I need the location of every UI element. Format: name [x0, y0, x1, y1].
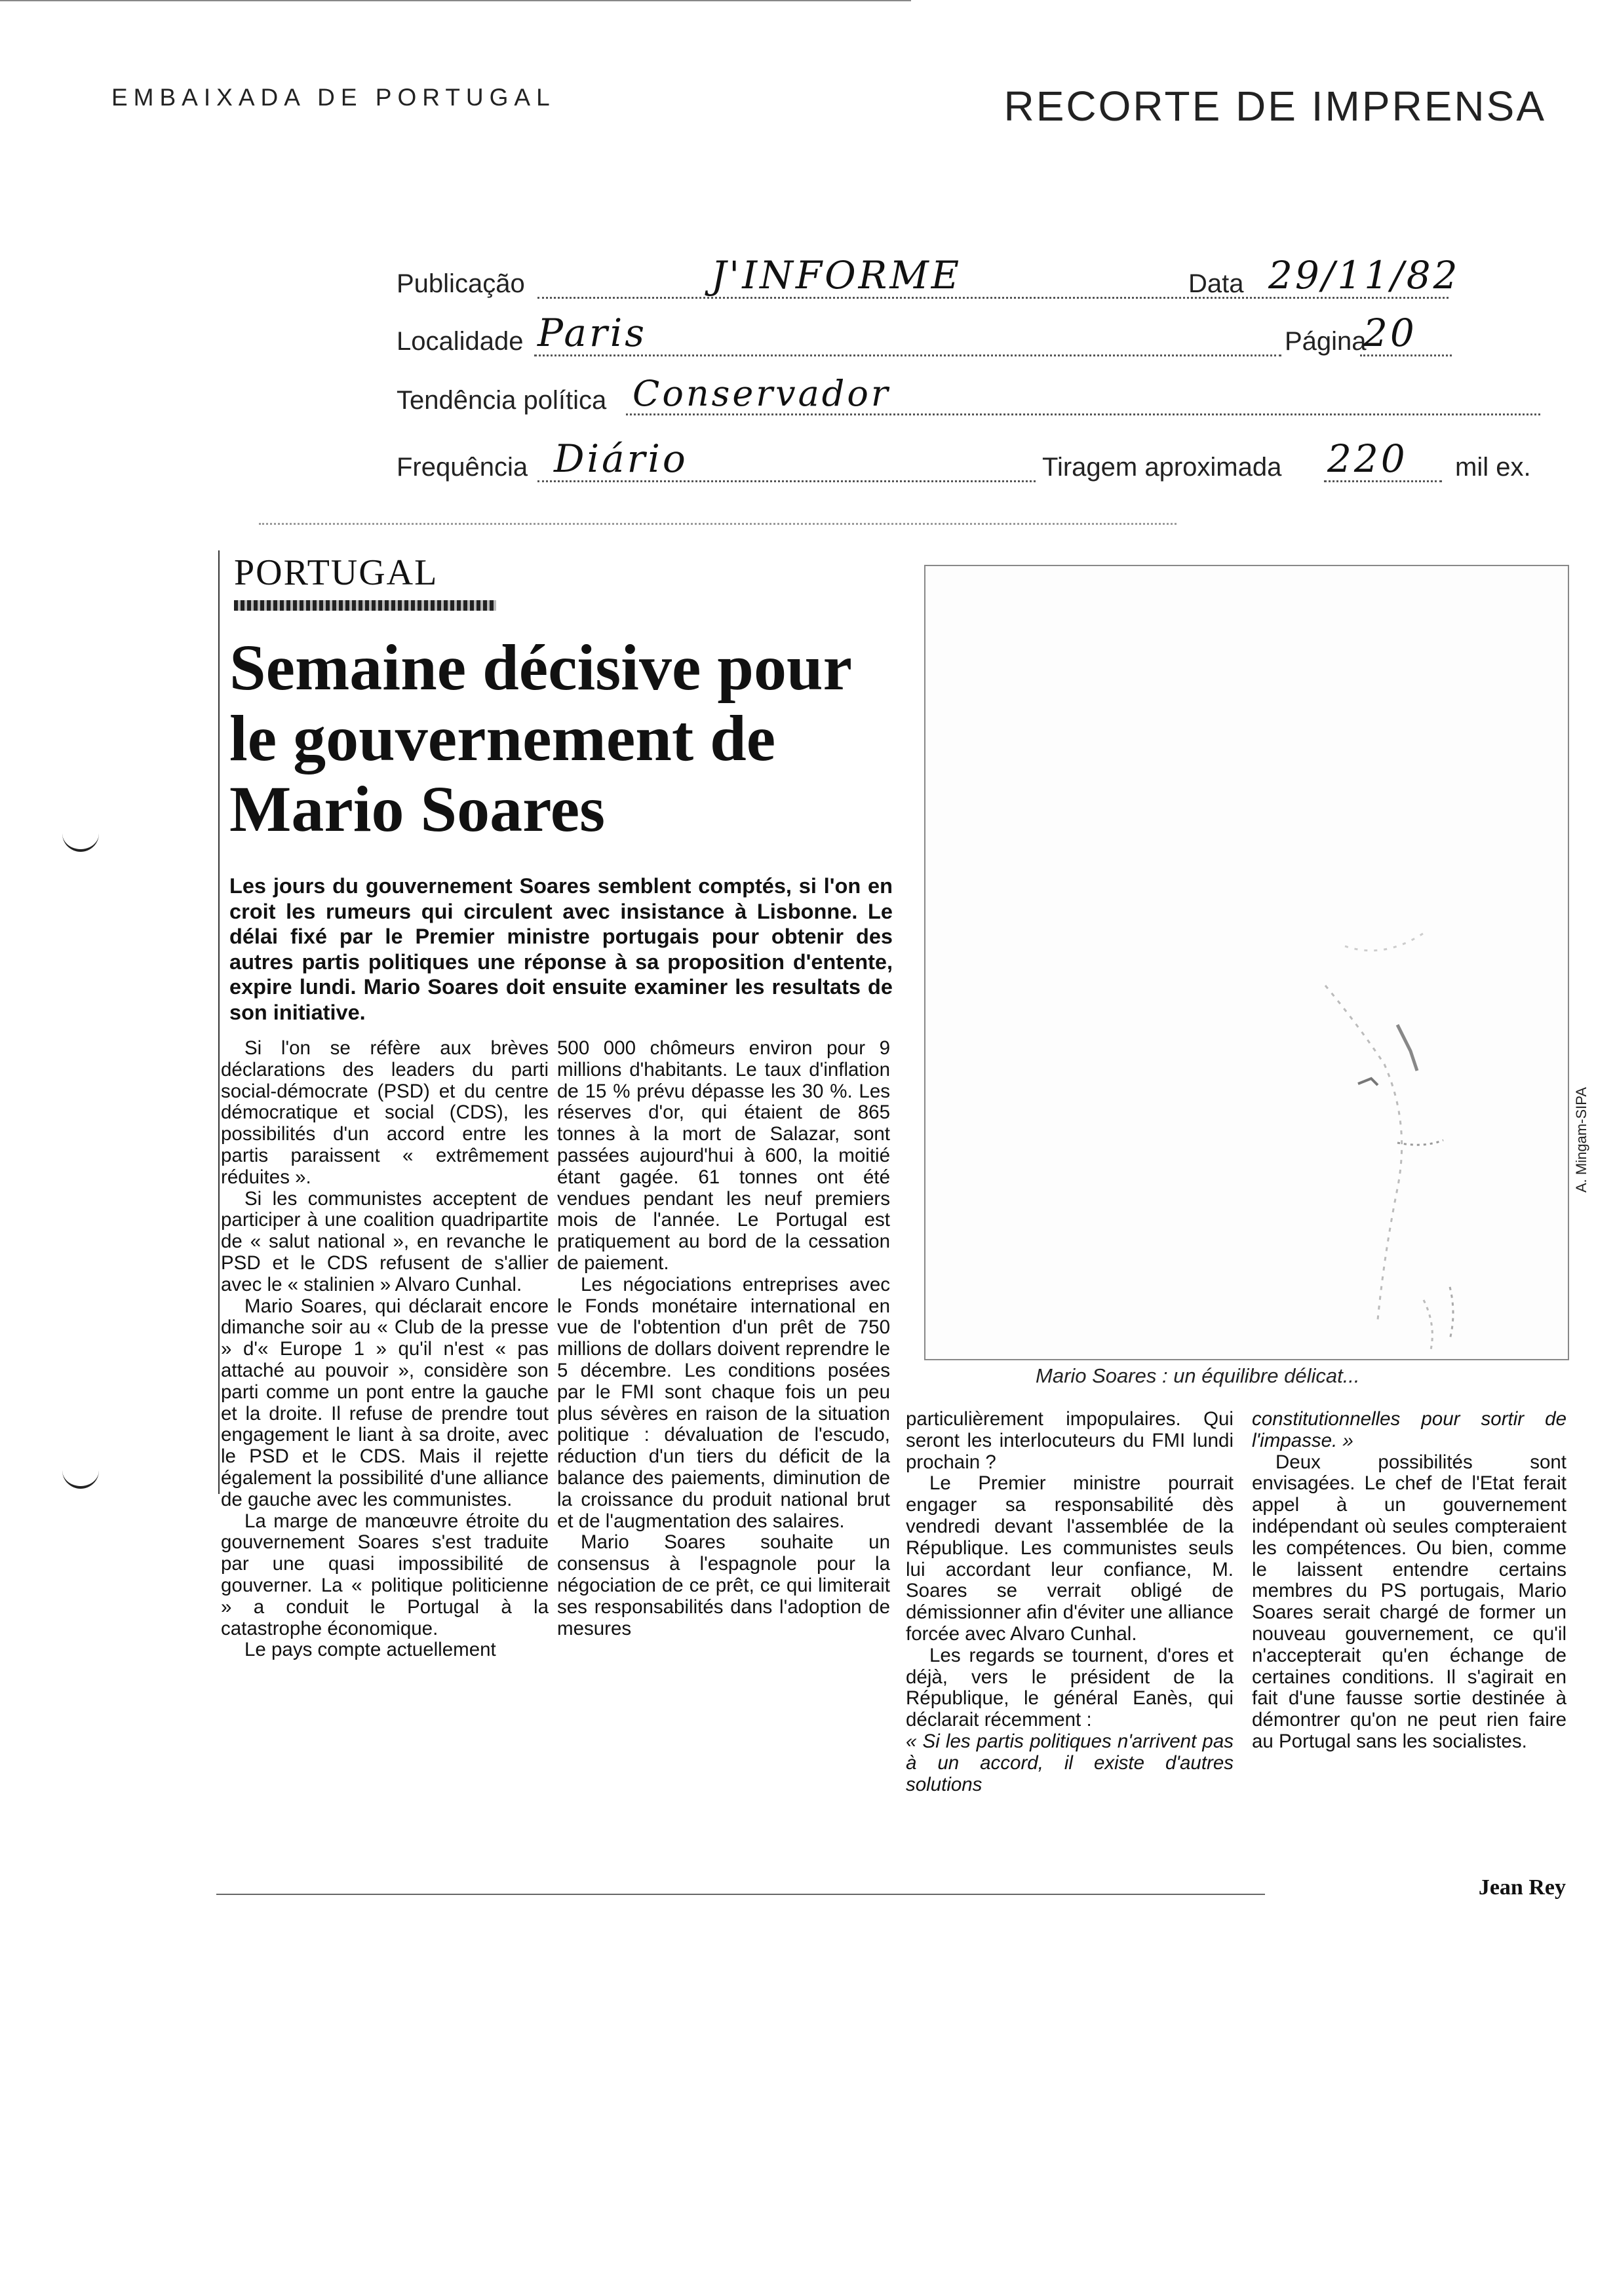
punch-mark	[62, 1468, 99, 1489]
top-rule	[0, 0, 911, 1]
publicacao-label: Publicação	[397, 269, 525, 298]
pagina-value: 20	[1363, 311, 1417, 355]
localidade-label: Localidade	[397, 327, 524, 356]
col3-paragraph: particulièrement impopulaires. Qui seront les interlocuteurs du FMI lundi prochain ?	[906, 1408, 1234, 1473]
col3-paragraph: Les regards se tournent, d'ores et déjà, vers le président de la République, le général Eanès, qui déclarait récemment :	[906, 1644, 1234, 1731]
col4-paragraph: Deux possibilités sont envisagées. Le chef de l'Etat ferait appel à un gouvernement indépendant où seules compteraient les compétences. Ou bien, comme le laissent entendre certains membres du PS portugais, Mario Soares serait chargé de former un nouveau gouvernement, ce qu'il n'accepterait qu'en échange de certaines conditions. Il s'agirait en fait d'une fausse sortie destinée à démontrer qu'on ne peut rien faire au Portugal sans les socialistes.	[1252, 1451, 1566, 1752]
col3-paragraph: Le Premier ministre pourrait engager sa responsabilité dès vendredi devant l'assemblée de la République. Les communistes seuls lui accordant leur confiance, M. Soares se verrait obligé de démissionner afin d'éviter une alliance forcée avec Alvaro Cunhal.	[906, 1472, 1234, 1645]
pagina-label: Página	[1285, 327, 1367, 356]
col1-paragraph: Mario Soares, qui déclarait encore dimanche soir au « Club de la presse » d'« Europe 1 » qu'il n'est « pas attaché au pouvoir », considère son parti comme un pont entre la gauche et la droite. Il refuse de prendre tout engagement le liant à sa droite, avec le PSD et le CDS. Mais il rejette également la possibilité d'une alliance de gauche avec les communistes.	[221, 1295, 549, 1510]
tiragem-unit: mil ex.	[1455, 453, 1531, 482]
article-photo	[924, 565, 1569, 1360]
col3-quote	[906, 1731, 1234, 1795]
tiragem-value: 220	[1327, 436, 1408, 481]
col2-paragraph: Mario Soares souhaite un consensus à l'espagnole pour la négociation de ce prêt, ce qui limiterait ses responsabilités dans l'adoption de mesures	[557, 1531, 890, 1639]
col1-paragraph: Le pays compte actuellement	[244, 1639, 496, 1661]
publicacao-value: J'INFORME	[711, 253, 962, 297]
form-row-tendencia	[397, 373, 1537, 421]
form-separator	[259, 523, 1177, 525]
col1-paragraph: La marge de manœuvre étroite du gouvernement Soares s'est traduite par une quasi impossibilité de gouverner. La « politique politicienne » a conduit le Portugal à la catastrophe économique.	[221, 1510, 549, 1639]
form-row-localidade	[397, 311, 1537, 362]
tendencia-value: Conservador	[632, 373, 891, 414]
col3-quote-text: « Si les partis politiques n'arrivent pas à un accord, il existe d'autres solutions	[906, 1730, 1234, 1795]
col4-quote	[1252, 1409, 1566, 1452]
photo-caption: Mario Soares : un équilibre délicat...	[1036, 1364, 1360, 1387]
photo-credit: A. Mingam-SIPA	[1573, 1087, 1589, 1193]
col4-quote-text: constitutionnelles pour sortir de l'impasse. »	[1252, 1408, 1566, 1451]
col2-paragraph: 500 000 chômeurs environ pour 9 millions d'habitants. Le taux d'inflation de 15 % prévu dépasse les 30 %. Les réserves d'or, qui étaient de 865 tonnes à la mort de Salazar, sont passées aujourd'hui à 600, la moitié étant gagée. 61 tonnes ont été vendues pendant les neuf premiers mois de l'année. Le Portugal est pratiquement au bord de la cessation de paiement.	[557, 1037, 890, 1274]
photo-image	[925, 566, 1568, 1359]
article-column-2	[557, 1038, 890, 1639]
article-bottom-rule	[216, 1894, 1265, 1895]
article-column-3	[906, 1409, 1234, 1795]
document-title: RECORTE DE IMPRENSA	[1003, 83, 1546, 130]
form-row-publicacao	[397, 253, 1537, 304]
col1-paragraph: Si l'on se réfère aux brèves déclarations des leaders du parti social-démocrate (PSD) et du centre démocratique et social (CDS), les possibilités d'un accord entre les partis paraissent « extrêmement réduites ».	[221, 1037, 549, 1188]
frequencia-value: Diário	[554, 436, 688, 481]
col2-paragraph: Les négociations entreprises avec le Fonds monétaire international en vue de l'obtention d'un prêt de 750 millions de dollars doivent reprendre le 5 décembre. Les conditions posées par le FMI sont chaque fois un peu plus sévères en raison de la situation politique : dévaluation de l'escudo, réduction d'un tiers du déficit de la balance des paiements, diminution de la croissance du produit national brut et de l'augmentation des salaires.	[557, 1273, 890, 1532]
article-headline: Semaine décisive pour le gouvernement de Mario Soares	[229, 631, 851, 845]
tendencia-label: Tendência política	[397, 386, 607, 415]
localidade-value: Paris	[537, 311, 648, 355]
form-row-frequencia	[397, 436, 1537, 488]
data-value: 29/11/82	[1268, 253, 1460, 297]
article-column-4	[1252, 1409, 1566, 1753]
article-kicker: PORTUGAL	[234, 552, 438, 593]
punch-mark	[62, 831, 99, 852]
col1-paragraph: Si les communistes acceptent de participer à une coalition quadripartite de « salut national », en revanche le PSD et le CDS refusent de s'allier avec le « stalinien » Alvaro Cunhal.	[221, 1187, 549, 1295]
kicker-underline	[234, 600, 496, 611]
article-left-rule	[218, 550, 220, 1494]
data-label: Data	[1188, 269, 1244, 298]
article-byline: Jean Rey	[1478, 1875, 1566, 1900]
article-lead: Les jours du gouvernement Soares semblent comptés, si l'on en croit les rumeurs qui circulent avec insistance à Lisbonne. Le délai fixé par le Premier ministre portugais pour obtenir des autres partis politiques une réponse à sa proposition d'entente, expire lundi. Mario Soares doit ensuite examiner les resultats de son initiative.	[229, 874, 893, 1024]
article-column-1	[221, 1038, 549, 1661]
embassy-header: EMBAIXADA DE PORTUGAL	[111, 84, 556, 111]
tiragem-label: Tiragem aproximada	[1042, 453, 1282, 482]
frequencia-label: Frequência	[397, 453, 528, 482]
